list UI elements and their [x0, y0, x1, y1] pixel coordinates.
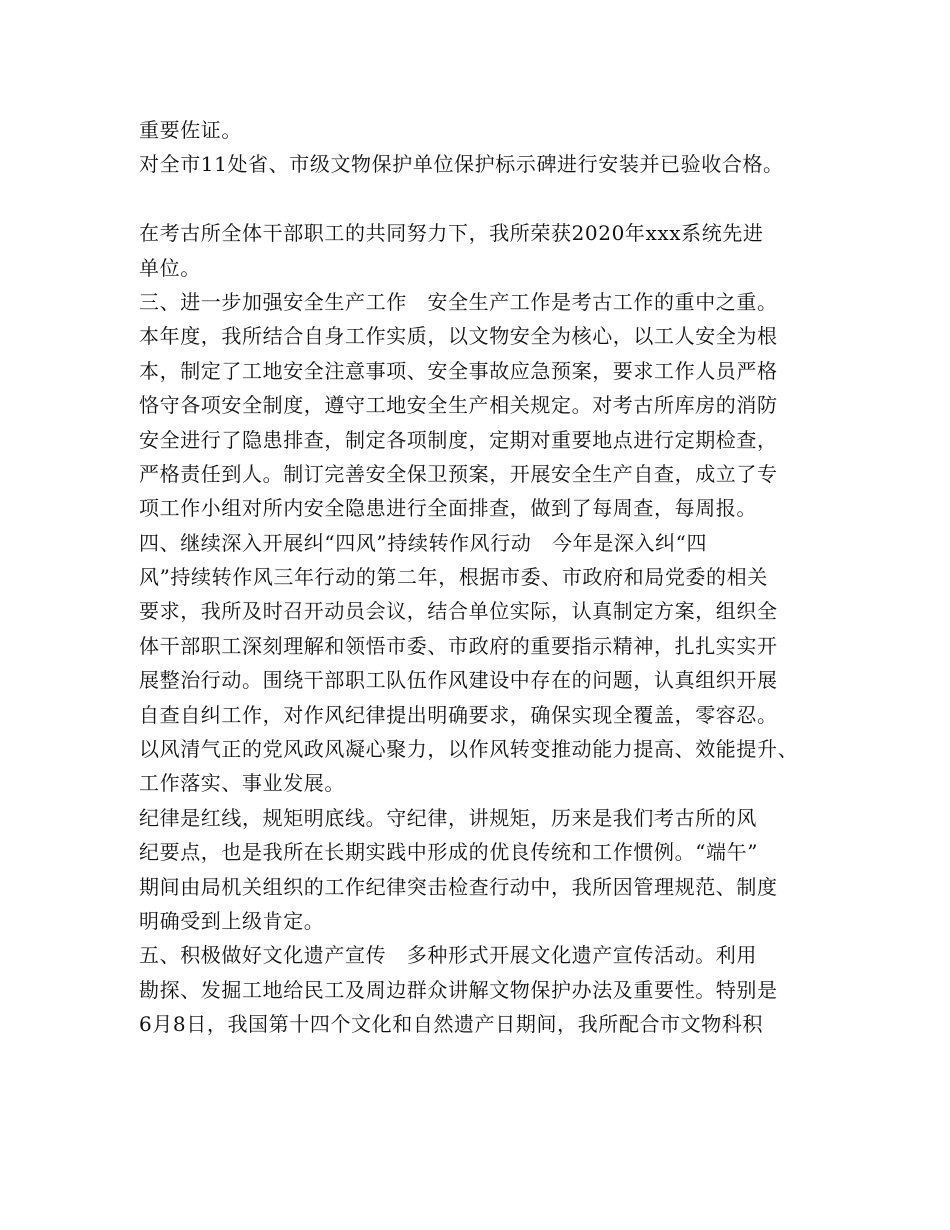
- text-line: 明确受到上级肯定。: [139, 908, 325, 933]
- blank-line: [139, 182, 839, 216]
- text-line: 项工作小组对所内安全隐患进行全面排查，做到了每周查，每周报。: [139, 496, 757, 521]
- text-line: 风”持续转作风三年行动的第二年，根据市委、市政府和局党委的相关: [139, 565, 768, 590]
- text-line: 自查自纠工作，对作风纪律提出明确要求，确保实现全覆盖，零容忍。: [139, 702, 778, 727]
- text-line: 重要佐证。: [139, 118, 242, 142]
- text-line: 要求，我所及时召开动员会议，结合单位实际，认真制定方案，组织全: [139, 599, 778, 624]
- text-line: 本年度，我所结合自身工作实质，以文物安全为核心，以工人安全为根: [139, 324, 778, 349]
- text-line: 体干部职工深刻理解和领悟市委、市政府的重要指示精神，扎扎实实开: [139, 633, 778, 658]
- section-heading-line: 五、积极做好文化遗产宣传 多种形式开展文化遗产宣传活动。利用: [139, 943, 757, 968]
- text-line: 本，制定了工地安全注意事项、安全事故应急预案，要求工作人员严格: [139, 358, 778, 383]
- section-heading-line: 四、继续深入开展纠“四风”持续转作风行动 今年是深入纠“四: [139, 530, 708, 555]
- text-line: 纪要点，也是我所在长期实践中形成的优良传统和工作惯例。“端午”: [139, 840, 759, 865]
- document-body: [139, 113, 839, 1042]
- text-line: 勘探、发掘工地给民工及周边群众讲解文物保护办法及重要性。特别是: [139, 977, 778, 1002]
- text-line: 展整治行动。围绕干部职工队伍作风建设中存在的问题，认真组织开展: [139, 668, 778, 693]
- section-heading-line: 三、进一步加强安全生产工作 安全生产工作是考古工作的重中之重。: [139, 289, 778, 314]
- text-line: 对全市11处省、市级文物保护单位保护标示碑进行安装并已验收合格。: [139, 152, 784, 177]
- text-line: 纪律是红线，规矩明底线。守纪律，讲规矩，历来是我们考古所的风: [139, 805, 757, 830]
- text-line: 以风清气正的党风政风凝心聚力，以作风转变推动能力提高、效能提升、: [139, 737, 799, 762]
- text-line: 单位。: [139, 255, 201, 280]
- text-line: 6月8日，我国第十四个文化和自然遗产日期间，我所配合市文物科积: [139, 1012, 764, 1037]
- text-line: 严格责任到人。制订完善安全保卫预案，开展安全生产自查，成立了专: [139, 461, 778, 486]
- text-line: 期间由局机关组织的工作纪律突击检查行动中，我所因管理规范、制度: [139, 874, 778, 899]
- text-line: 工作落实、事业发展。: [139, 771, 345, 796]
- text-line: 恪守各项安全制度，遵守工地安全生产相关规定。对考古所库房的消防: [139, 393, 778, 418]
- text-line: 安全进行了隐患排查，制定各项制度，定期对重要地点进行定期检查，: [139, 427, 778, 452]
- text-line: 在考古所全体干部职工的共同努力下，我所荣获2020年xxx系统先进: [139, 221, 764, 246]
